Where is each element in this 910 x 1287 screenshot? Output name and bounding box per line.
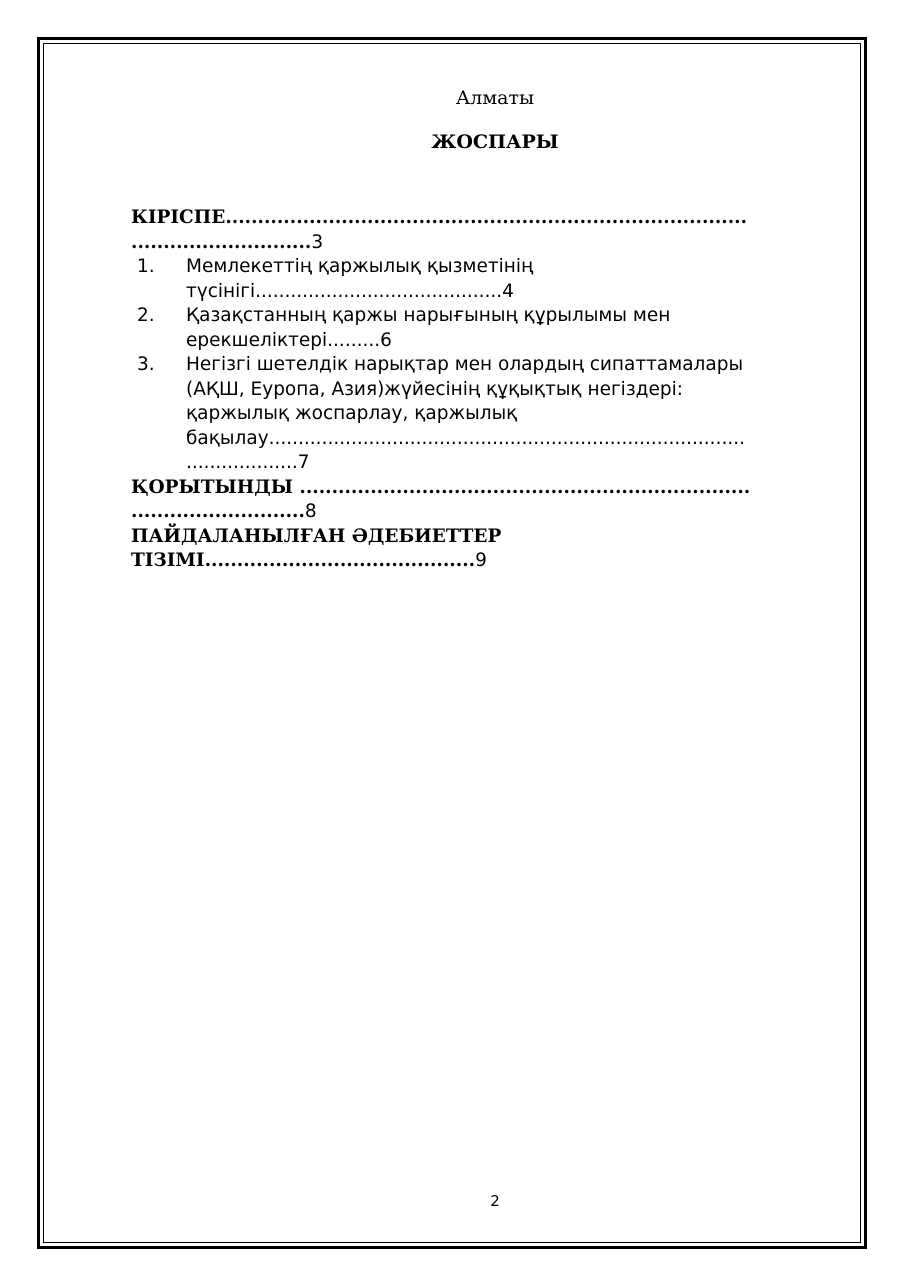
toc-references-label: ПАЙДАЛАНЫЛҒАН ӘДЕБИЕТТЕР (131, 525, 502, 547)
toc-references-line1 (131, 525, 859, 550)
toc-item-text: түсінігі..........................................4 (186, 280, 514, 302)
toc-references-dots: .......................................... (204, 550, 476, 571)
toc-item-text: ...................7 (186, 452, 310, 473)
table-of-contents (131, 206, 859, 574)
toc-item-text: Негізгі шетелдік нарықтар мен олардың сипаттамалары (186, 354, 744, 375)
plan-title: ЖОСПАРЫ (431, 131, 559, 153)
toc-conclusion-label: ҚОРЫТЫНДЫ (131, 476, 293, 498)
toc-conclusion-line2 (131, 500, 859, 525)
toc-item-text: Мемлекеттің қаржылық қызметінің (186, 256, 534, 277)
toc-item (131, 255, 859, 304)
toc-item (131, 304, 859, 353)
toc-intro-line2 (131, 231, 859, 256)
page-number: 2 (490, 1192, 500, 1210)
toc-item-text: ерекшеліктері.........6 (186, 329, 392, 351)
toc-intro-dots: ................................................................................. (225, 207, 748, 228)
toc-item-number: 3. (137, 354, 155, 375)
toc-references-line2 (131, 549, 859, 574)
toc-conclusion-dots-cont: ........................... (131, 501, 305, 522)
toc-intro-line1 (131, 206, 859, 231)
toc-item-number: 1. (137, 256, 155, 277)
toc-conclusion-page: 8 (304, 501, 317, 522)
toc-references-page: 9 (475, 550, 487, 571)
toc-item-text: бақылау................................................................................. (186, 427, 745, 449)
toc-intro-page: 3 (311, 231, 324, 253)
toc-conclusion-dots: ...................................................................... (292, 476, 751, 498)
toc-item (131, 353, 859, 476)
toc-references-label-cont: ТІЗІМІ (131, 550, 205, 571)
toc-item-text: Қазақстанның қаржы нарығының құрылымы мен (186, 305, 671, 326)
toc-intro-label: КІРІСПЕ (131, 207, 226, 228)
toc-intro-dots-cont: ............................ (131, 231, 312, 253)
toc-item-text: қаржылық жоспарлау, қаржылық (186, 403, 518, 424)
toc-conclusion-line1 (131, 476, 859, 501)
toc-item-number: 2. (137, 305, 155, 326)
city-name: Алматы (455, 87, 535, 109)
toc-item-text: (АҚШ, Еуропа, Азия)жүйесінің құқықтық негіздері: (186, 378, 683, 400)
